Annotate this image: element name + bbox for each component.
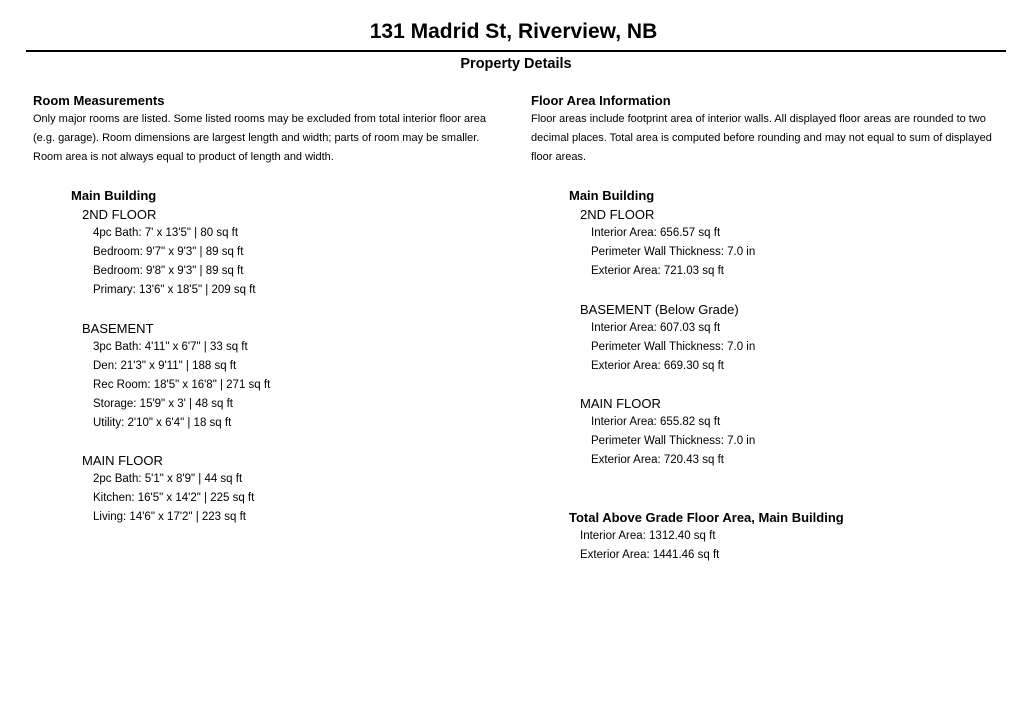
spacer: [71, 300, 491, 319]
floor-name: 2ND FLOOR: [82, 207, 157, 222]
floor-area-note: Floor areas include footprint area of interior walls. All displayed floor areas are rounded to two decimal places. Total area is computed before rounding and may not equal to sum of displayed floor areas.: [531, 113, 992, 164]
area-item: Exterior Area: 720.43 sq ft: [591, 454, 724, 466]
room-item: Kitchen: 16'5" x 14'2" | 225 sq ft: [93, 492, 255, 504]
room-item: Storage: 15'9" x 3' | 48 sq ft: [93, 397, 233, 410]
room-list: [71, 186, 491, 527]
area-item: Interior Area: 655.82 sq ft: [591, 416, 721, 428]
room-item: 2pc Bath: 5'1" x 8'9" | 44 sq ft: [93, 473, 243, 485]
room-measurements-heading: Room Measurements: [33, 93, 165, 108]
floor-name: 2ND FLOOR: [580, 207, 655, 222]
area-item: Exterior Area: 721.03 sq ft: [591, 265, 724, 277]
title-divider: [26, 50, 1006, 52]
spacer: [71, 433, 491, 452]
total-area-block: [569, 508, 1009, 565]
floor-name: MAIN FLOOR: [82, 453, 163, 468]
total-area-heading: Total Above Grade Floor Area, Main Building: [569, 510, 844, 525]
area-item: Interior Area: 607.03 sq ft: [591, 321, 721, 334]
room-item: 4pc Bath: 7' x 13'5" | 80 sq ft: [93, 227, 239, 239]
room-item: Rec Room: 18'5" x 16'8" | 271 sq ft: [93, 378, 271, 391]
floor-area-heading: Floor Area Information: [531, 93, 671, 108]
room-item: Bedroom: 9'7" x 9'3" | 89 sq ft: [93, 246, 244, 258]
room-item: Living: 14'6" x 17'2" | 223 sq ft: [93, 511, 246, 523]
floor-area-section: [531, 92, 1016, 168]
room-item: 3pc Bath: 4'11" x 6'7" | 33 sq ft: [93, 340, 248, 353]
page-title: 131 Madrid St, Riverview, NB: [369, 20, 658, 43]
floor-name: BASEMENT: [82, 320, 154, 336]
area-item: Perimeter Wall Thickness: 7.0 in: [591, 246, 756, 258]
room-measurements-section: [33, 92, 508, 168]
spacer: [569, 281, 1009, 300]
building-name: Main Building: [71, 188, 157, 203]
floor-name: MAIN FLOOR: [580, 396, 661, 411]
room-item: Primary: 13'6" x 18'5" | 209 sq ft: [93, 284, 256, 296]
room-item: Den: 21'3" x 9'11" | 188 sq ft: [93, 359, 237, 372]
floor-name: BASEMENT (Below Grade): [580, 301, 739, 317]
building-name: Main Building: [569, 188, 655, 203]
spacer: [569, 376, 1009, 395]
floor-area-list: [569, 186, 1009, 470]
area-item: Interior Area: 656.57 sq ft: [591, 227, 721, 239]
room-measurements-note: Only major rooms are listed. Some listed rooms may be excluded from total interior floor area (e.g. garage). Room dimensions are largest length and width; parts of room may be smaller. Room area is not always equal to product of length and width.: [33, 113, 487, 164]
total-area-item: Interior Area: 1312.40 sq ft: [580, 530, 716, 542]
total-area-item: Exterior Area: 1441.46 sq ft: [580, 549, 720, 561]
room-item: Bedroom: 9'8" x 9'3" | 89 sq ft: [93, 265, 244, 277]
area-item: Perimeter Wall Thickness: 7.0 in: [591, 435, 756, 447]
page-subtitle: Property Details: [460, 56, 572, 72]
area-item: Perimeter Wall Thickness: 7.0 in: [591, 340, 756, 353]
area-item: Exterior Area: 669.30 sq ft: [591, 359, 724, 372]
room-item: Utility: 2'10" x 6'4" | 18 sq ft: [93, 416, 232, 429]
